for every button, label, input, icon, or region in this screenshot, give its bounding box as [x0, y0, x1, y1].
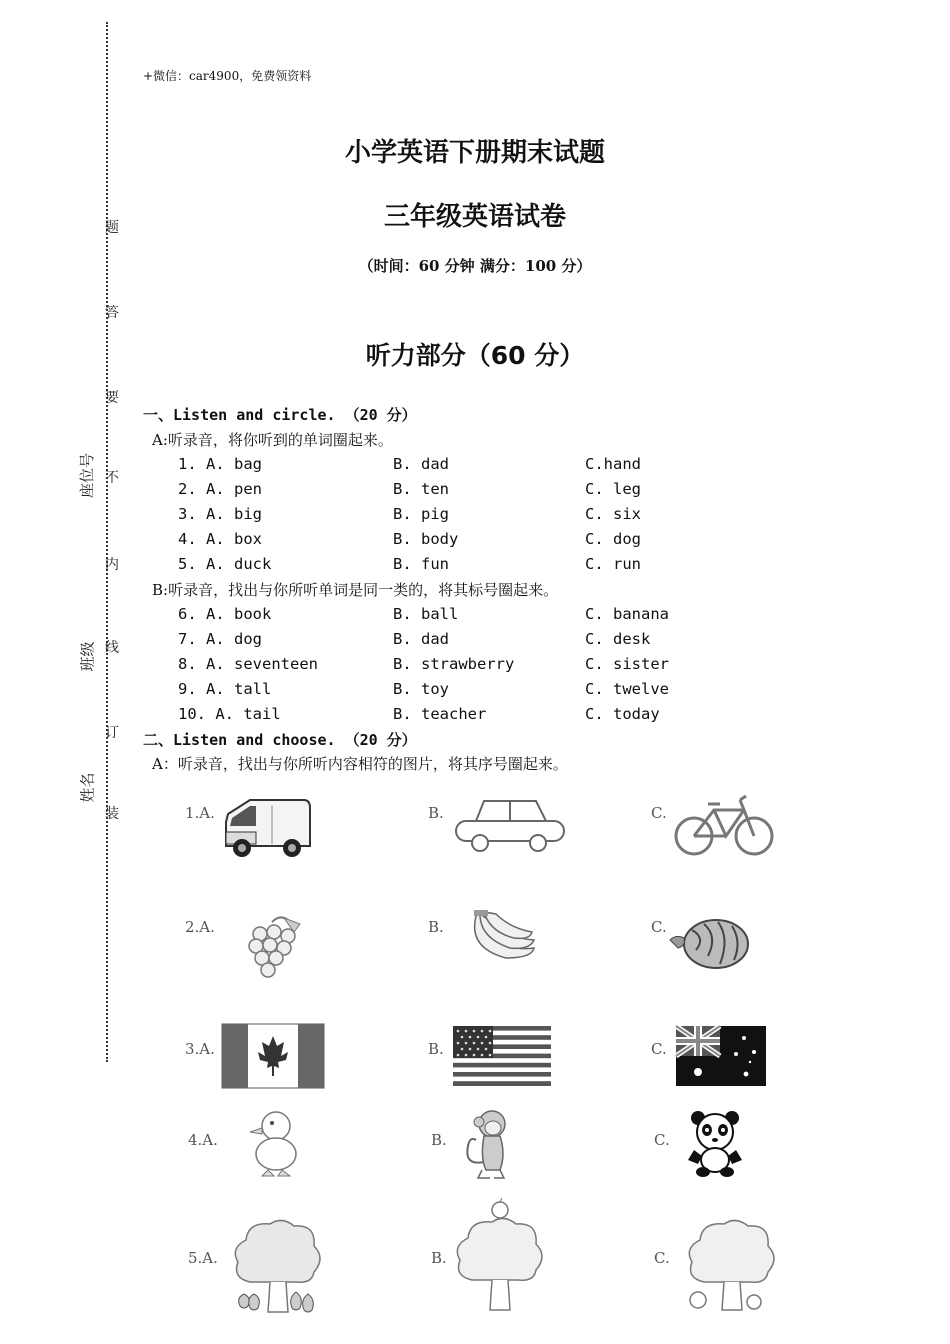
picture-label: B. — [428, 918, 444, 936]
class-label: 班级 — [78, 641, 97, 672]
page-subtitle: 三年级英语试卷 — [383, 202, 566, 232]
duck-icon — [244, 1108, 300, 1178]
option-b: B. body — [393, 530, 459, 548]
picture-label: 5.A. — [188, 1249, 218, 1267]
option-c: C. dog — [585, 530, 641, 548]
picture-label: C. — [654, 1131, 670, 1149]
option-a: 4. A. box — [178, 530, 262, 548]
picture-label: B. — [428, 804, 444, 822]
section2-heading: 二、Listen and choose. （20 分） — [143, 731, 417, 749]
question-row — [0, 655, 950, 680]
option-a: 10. A. tail — [178, 705, 281, 723]
question-row — [0, 455, 950, 480]
option-b: B. pig — [393, 505, 449, 523]
option-b: B. ball — [393, 605, 459, 623]
option-a: 7. A. dog — [178, 630, 262, 648]
option-b: B. dad — [393, 630, 449, 648]
watermark-text: +微信：car4900，免费领资料 — [143, 69, 312, 83]
option-b: B. ten — [393, 480, 449, 498]
option-a: 5. A. duck — [178, 555, 272, 573]
option-b: B. toy — [393, 680, 449, 698]
watermelon-icon — [666, 916, 750, 970]
option-c: C. six — [585, 505, 641, 523]
picture-label: C. — [651, 1040, 667, 1058]
car-icon — [452, 797, 568, 855]
picture-label: C. — [651, 918, 667, 936]
name-label: 姓名 — [78, 772, 97, 803]
option-b: B. strawberry — [393, 655, 515, 673]
usa-flag-icon — [453, 1026, 551, 1086]
picture-label: 2.A. — [185, 918, 215, 936]
binding-warning-char: 答 — [105, 305, 119, 321]
question-row — [0, 680, 950, 705]
picture-label: B. — [428, 1040, 444, 1058]
picture-label: C. — [651, 804, 667, 822]
binding-warning-char: 线 — [105, 640, 119, 656]
option-c: C. desk — [585, 630, 651, 648]
binding-warning-char: 题 — [105, 220, 119, 236]
canada-flag-icon — [222, 1024, 324, 1088]
binding-warning-char: 订 — [105, 725, 119, 741]
option-c: C.hand — [585, 455, 641, 473]
question-row — [0, 530, 950, 555]
bananas-icon — [466, 908, 538, 964]
option-c: C. twelve — [585, 680, 669, 698]
monkey-icon — [460, 1106, 520, 1180]
tree-with-pears-icon — [230, 1218, 326, 1318]
question-row — [0, 630, 950, 655]
australia-flag-icon — [676, 1026, 766, 1086]
section1-heading: 一、Listen and circle. （20 分） — [143, 406, 417, 424]
tree-with-apples-icon — [684, 1218, 780, 1314]
grapes-icon — [244, 912, 310, 980]
option-c: C. run — [585, 555, 641, 573]
option-a: 1. A. bag — [178, 455, 262, 473]
picture-label: 1.A. — [185, 804, 215, 822]
bicycle-icon — [674, 792, 776, 858]
panda-icon — [688, 1110, 742, 1178]
option-a: 3. A. big — [178, 505, 262, 523]
option-a: 6. A. book — [178, 605, 272, 623]
question-row — [0, 605, 950, 630]
picture-label: C. — [654, 1249, 670, 1267]
section2-part-a-instruction: A：听录音，找出与你所听内容相符的图片，将其序号圈起来。 — [152, 755, 568, 773]
binding-warning-char: 内 — [105, 557, 119, 573]
option-b: B. fun — [393, 555, 449, 573]
binding-warning-char: 装 — [105, 806, 119, 822]
option-b: B. teacher — [393, 705, 487, 723]
question-row — [0, 480, 950, 505]
picture-label: B. — [431, 1131, 447, 1149]
option-c: C. leg — [585, 480, 641, 498]
option-c: C. banana — [585, 605, 669, 623]
page-title: 小学英语下册期末试题 — [344, 138, 605, 168]
part-title: 听力部分（60 分） — [365, 341, 585, 370]
binding-warning-char: 要 — [105, 390, 119, 406]
seat-number-label: 座位号 — [78, 452, 97, 499]
question-row — [0, 505, 950, 530]
option-a: 8. A. seventeen — [178, 655, 318, 673]
picture-label: 3.A. — [185, 1040, 215, 1058]
tree-with-apple-icon — [454, 1198, 546, 1314]
option-a: 2. A. pen — [178, 480, 262, 498]
picture-label: B. — [431, 1249, 447, 1267]
option-c: C. sister — [585, 655, 669, 673]
option-a: 9. A. tall — [178, 680, 272, 698]
picture-label: 4.A. — [188, 1131, 218, 1149]
question-row — [0, 705, 950, 730]
section1-part-a-instruction: A:听录音，将你听到的单词圈起来。 — [152, 431, 393, 449]
section1-part-b-instruction: B:听录音，找出与你所听单词是同一类的，将其标号圈起来。 — [152, 581, 559, 599]
time-info: （时间：60 分钟 满分：100 分） — [358, 257, 592, 275]
option-c: C. today — [585, 705, 660, 723]
van-icon — [222, 796, 312, 862]
question-row — [0, 555, 950, 580]
option-b: B. dad — [393, 455, 449, 473]
binding-warning-char: 不 — [105, 470, 119, 486]
